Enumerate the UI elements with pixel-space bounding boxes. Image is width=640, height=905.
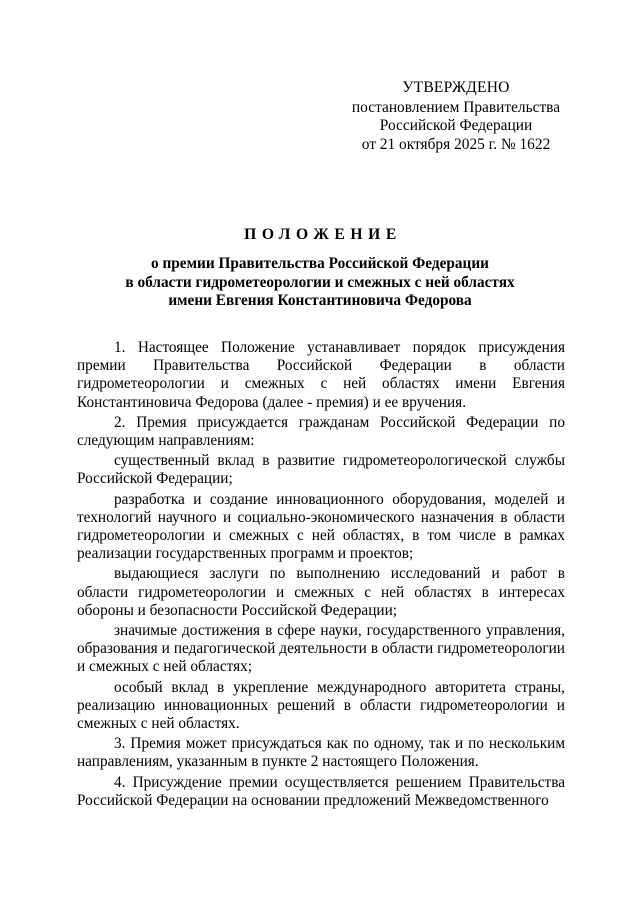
subtitle-line-2: в области гидрометеорологии и смежных с ней областях [125, 273, 515, 291]
list-item: существенный вклад в развитие гидрометеорологической службы Российской Федерации; [77, 452, 565, 488]
approval-line-1: постановлением Правительства [351, 98, 561, 116]
document-body [77, 339, 565, 812]
approval-stamp [340, 79, 572, 155]
paragraph: 2. Премия присуждается гражданам Российской Федерации по следующим направлениям: [77, 413, 565, 450]
approved-label: УТВЕРЖДЕНО [402, 79, 510, 96]
subtitle-line-3: имени Евгения Константиновича Федорова [168, 292, 472, 310]
list-item: выдающиеся заслуги по выполнению исследований и работ в области гидрометеорологии и смежных с ней областях в интересах обороны и безопасности Российской Федерации; [77, 565, 565, 619]
approval-line-3: от 21 октября 2025 г. № 1622 [361, 136, 551, 154]
paragraph: 3. Премия может присуждаться как по одному, так и по нескольким направлениям, указанным в пункте 2 настоящего Положения. [77, 735, 565, 771]
title-block [60, 226, 580, 311]
list-item: значимые достижения в сфере науки, государственного управления, образования и педагогической деятельности в области гидрометеорологии и смежных с ней областях; [77, 622, 565, 676]
paragraph: 4. Присуждение премии осуществляется решением Правительства Российской Федерации на основании предложений Межведомственного [77, 773, 565, 809]
approval-line-2: Российской Федерации [379, 117, 533, 135]
subtitle-line-1: о премии Правительства Российской Федерации [151, 255, 489, 272]
list-item: особый вклад в укрепление международного авторитета страны, реализацию инновационных решений в области гидрометеорологии и смежных с ней областях. [77, 678, 565, 733]
list-item: разработка и создание инновационного оборудования, моделей и технологий научного и социально-экономического назначения в области гидрометеорологии и смежных с ней областях, в том числе в рамках реализации государственных программ и проектов; [77, 490, 565, 563]
document-title: ПОЛОЖЕНИЕ [244, 226, 402, 243]
paragraph: 1. Настоящее Положение устанавливает порядок присуждения премии Правительства Российской Федерации в области гидрометеорологии и смежных с ней областях имени Евгения Константиновича Федорова (далее - премия) и ее вручения. [77, 339, 565, 411]
